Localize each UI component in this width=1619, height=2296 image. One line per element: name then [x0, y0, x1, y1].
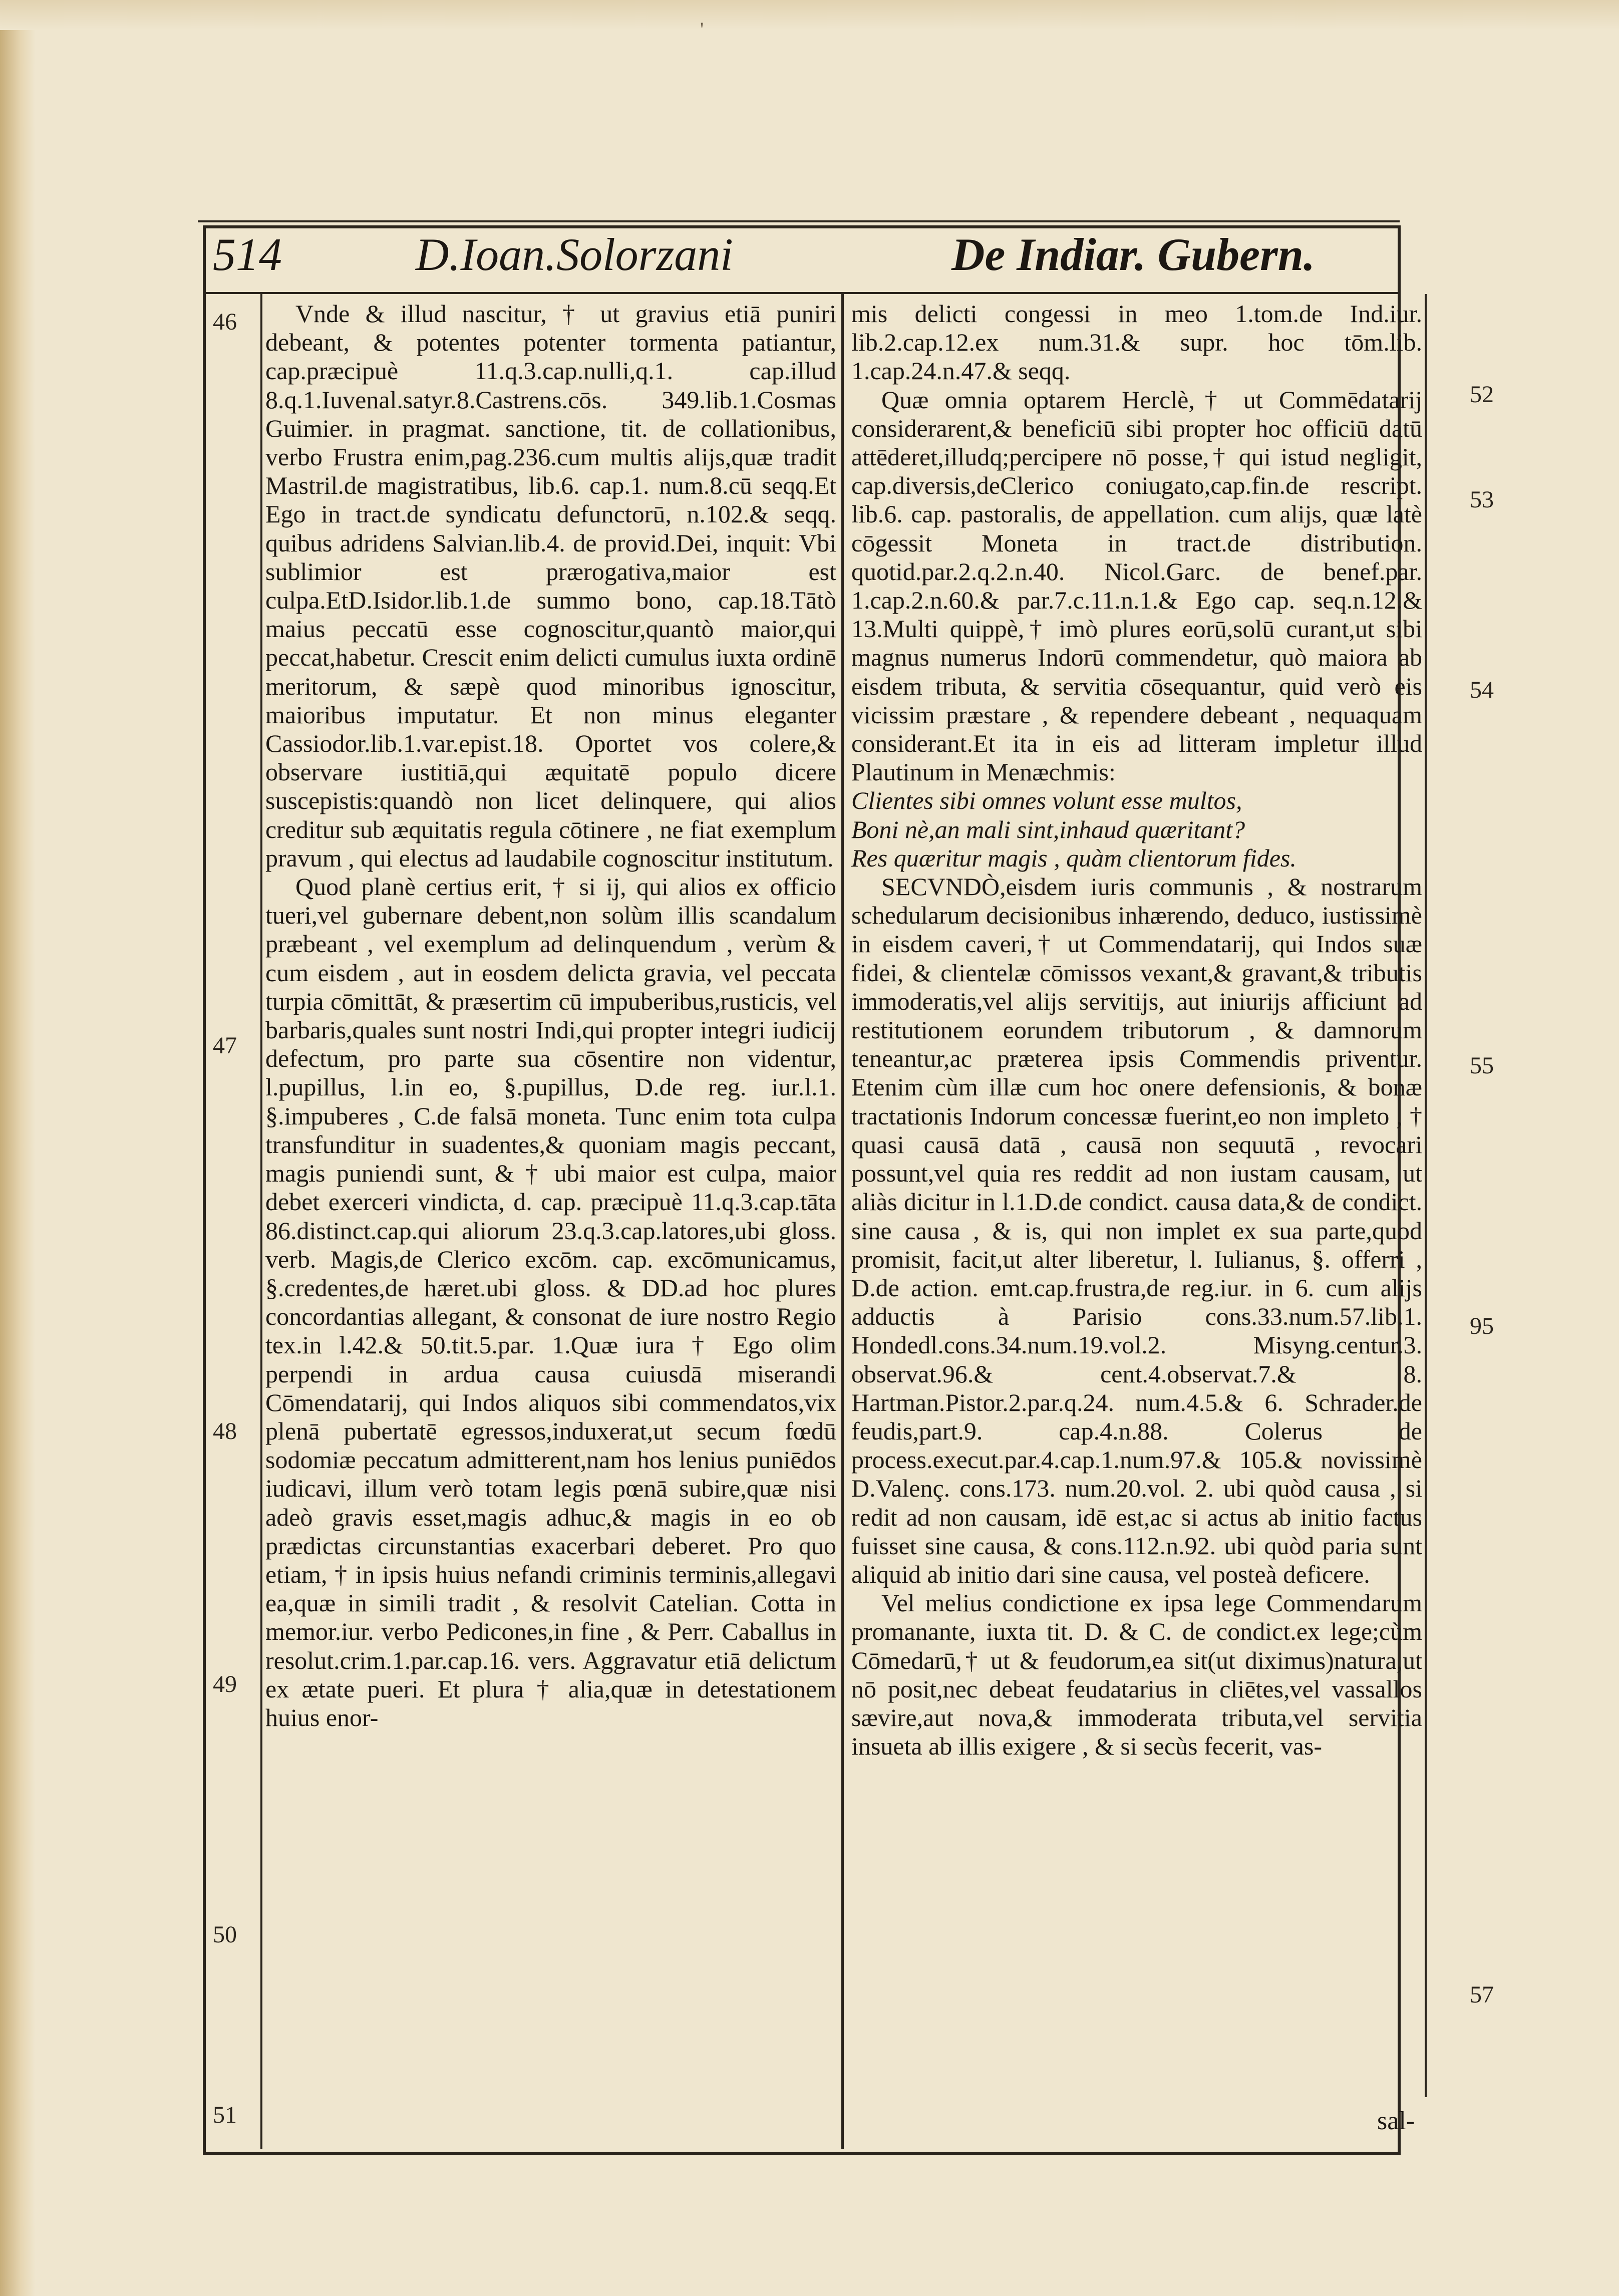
verse-line: Boni nè,an mali sint,inhaud quæritant?	[851, 815, 1245, 843]
margin-number: 49	[213, 1671, 237, 1697]
margin-number: 95	[1470, 1313, 1494, 1339]
header-rule	[203, 292, 1398, 294]
verse-line: Clientes sibi omnes volunt esse multos,	[851, 786, 1242, 815]
paragraph: Vel melius condictione ex ipsa lege Commendarum promanante, iuxta tit. D. & C. de condict.ex lege;cùm Cōmedarū,† ut & feudorum,ea sit(ut diximus)natura,ut nō posit,nec debeat feudatarius in cliētes,vel vassallos sævire,aut nova,& immoderata tributa,vel servitia insueta ab illis exigere , & si secùs fecerit, vas-	[851, 1589, 1422, 1761]
page-edge-shadow	[0, 0, 35, 2296]
paragraph: Quod planè certius erit, † si ij, qui alios ex officio tueri,vel gubernare debent,non solùm illis scandalum præbeant , vel exemplum ad delinquendum , verùm & cum eisdem , aut in eosdem delicta gravia, vel peccata turpia cōmittāt, & præsertim cū impuberibus,rusticis, vel barbaris,quales sunt nostri Indi,qui propter integri iudicij defectum, pro parte sua cōsentire non videntur, l.pupillus, l.in eo, §.pupillus, D.de reg. iur.l.1. §.impuberes , C.de falsā moneta. Tunc enim tota culpa transfunditur in suadentes,& quoniam magis peccant, magis puniendi sunt, & † ubi maior est culpa, maior debet exerceri vindicta, d. cap. præcipuè 11.q.3.cap.tāta 86.distinct.cap.qui aliorum 23.q.3.cap.latores,ubi gloss. verb. Magis,de Clerico excōm. cap. excōmunicamus, §.credentes,de hæret.ubi gloss. & DD.ad hoc plures concordantias allegant, & consonat de iure nostro Regio tex.in l.42.& 50.tit.5.par. 1.Quæ iura † Ego olim perpendi in ardua causa cuiusdā miserandi Cōmendatarij, qui Indos aliquos sibi commendatos,vix plenā pubertatē egressos,induxerat,ut secum fœdū sodomiæ peccatum admitterent,nam hos lenius puniēdos iudicavi, illum verò totam legis pœnā subire,quæ nisi adeò gravis esset,magis adhuc,& magis in eo ob prædictas circunstantias exacerbari deberet. Pro quo etiam, † in ipsis huius nefandi criminis terminis,allegavi ea,quæ in simili tradit , & resolvit Catelian. Cotta in memor.iur. verbo Pedicones,in fine , & Perr. Caballus in resolut.crim.1.par.cap.16. vers. Aggravatur etiā delictum ex ætate pueri. Et plura † alia,quæ in detestationem huius enor-	[265, 873, 836, 1732]
right-column	[851, 300, 1422, 1761]
paragraph: mis delicti congessi in meo 1.tom.de Ind.iur. lib.2.cap.12.ex num.31.& supr. hoc tōm.lib. 1.cap.24.n.47.& seqq.	[851, 300, 1422, 385]
margin-number: 57	[1470, 1981, 1494, 2008]
margin-number: 54	[1470, 677, 1494, 703]
margin-number: 50	[213, 1921, 237, 1948]
margin-number: 48	[213, 1418, 237, 1445]
left-inner-rule	[260, 294, 262, 2149]
running-head-title: De Indiar. Gubern.	[951, 229, 1315, 280]
left-column	[265, 300, 836, 1732]
page-top-shadow	[0, 0, 1619, 30]
margin-number: 52	[1470, 381, 1494, 408]
verse-line: Res quæritur magis , quàm clientorum fides.	[851, 843, 1297, 872]
right-inner-rule	[1425, 294, 1427, 2097]
column-divider	[841, 294, 844, 2149]
margin-number: 51	[213, 2102, 237, 2128]
paragraph: Vnde & illud nascitur, † ut gravius etiā puniri debeant, & potentes potenter tormenta patiantur, cap.præcipuè 11.q.3.cap.nulli,q.1. cap.illud 8.q.1.Iuvenal.satyr.8.Castrens.cōs. 349.lib.1.Cosmas Guimier. in pragmat. sanctione, tit. de collationibus, verbo Frustra enim,pag.236.cum multis alijs,quæ tradit Mastril.de magistratibus, lib.6. cap.1. num.8.cū seqq.Et Ego in tract.de syndicatu defunctorū, n.102.& seqq. quibus adridens Salvian.lib.4. de provid.Dei, inquit: Vbi sublimior est prærogativa,maior est culpa.EtD.Isidor.lib.1.de summo bono, cap.18.Tātò maius peccatū esse cognoscitur,quantò maior,qui peccat,habetur. Crescit enim delicti cumulus iuxta ordinē meritorum, & sæpè quod minoribus ignoscitur, maioribus imputatur. Et non minus eleganter Cassiodor.lib.1.var.epist.18. Oportet vos colere,& observare iustitiā,qui æquitatē populo dicere suscepistis:quandò non licet delinquere, qui alios creditur sub æquitatis regula cōtinere , ne fiat exemplum pravum , qui electus ad laudabile cognoscitur institutum.	[265, 300, 836, 872]
catchword: sal-	[1377, 2107, 1415, 2135]
margin-number: 47	[213, 1032, 237, 1059]
margin-number: 46	[213, 309, 237, 335]
margin-number: 55	[1470, 1052, 1494, 1079]
paragraph: Quæ omnia optarem Herclè,† ut Commēdatarij considerarent,& beneficiū sibi propter hoc officiū datū attēderet,illudq;percipere nō posse,† qui istud negligit, cap.diversis,deClerico coniugato,cap.fin.de rescript. lib.6. cap. pastoralis, de appellation. cum alijs, quæ latè cōgessit Moneta in tract.de distribution. quotid.par.2.q.2.n.40. Nicol.Garc. de benef.par. 1.cap.2.n.60.& par.7.c.11.n.1.& Ego cap. seq.n.12.& 13.Multi quippè,† imò plures eorū,solū curant,ut sibi magnus numerus Indorū commendetur, quò maiora ab eisdem tributa, & servitia cōsequantur, quid verò eis vicissim præstare , & rependere debeant , nequaquam considerant.Et ita in eis ad litteram impletur illud Plautinum in Menæchmis:	[851, 385, 1422, 786]
top-mark: '	[700, 18, 704, 41]
margin-number: 53	[1470, 486, 1494, 513]
running-head-author: D.Ioan.Solorzani	[416, 229, 733, 280]
paragraph: SECVNDÒ,eisdem iuris communis , & nostrarum schedularum decisionibus inhærendo, deduco, iustissimè in eisdem caveri,† ut Commendatarij, qui Indos suæ fidei, & clientelæ cōmissos vexant,& gravant,& tributis immoderatis,vel alijs servitijs, aut iniurijs afficiunt ad restitutionem eorundem tributorum , & damnorum teneantur,ac præterea ipsis Commendis priventur. Etenim cùm illæ cum hoc onere defensionis, & bonæ tractationis Indorum concessæ fuerint,eo non impleto , † quasi causā datā , causā non sequutā , revocari possunt,vel quia res reddit ad non iustam causam, ut aliàs dicitur in l.1.D.de condict. causa data,& de condict. sine causa , & is, qui non implet ex sua parte,quod promisit, facit,ut alter liberetur, l. Iulianus, §. offerri , D.de action. emt.cap.frustra,de reg.iur. in 6. cum alijs adductis à Parisio cons.33.num.57.lib.1. Hondedl.cons.34.num.19.vol.2. Misyng.centur.3. observat.96.& cent.4.observat.7.& 8. Hartman.Pistor.2.par.q.24. num.4.5.& 6. Schrader.de feudis,part.9. cap.4.n.88. Colerus de process.execut.par.4.cap.1.num.97.& 105.& novissimè D.Valenç. cons.173. num.20.vol. 2. ubi quòd causa , si redit ad non causam, idē est,ac si actus ab initio factus fuisset sine causa, & cons.112.n.92. ubi quòd paria sunt aliquid ab initio dari sine causa, vel posteà deficere.	[851, 873, 1422, 1588]
page-number: 514	[213, 229, 282, 280]
frame-top-rule	[198, 220, 1400, 222]
